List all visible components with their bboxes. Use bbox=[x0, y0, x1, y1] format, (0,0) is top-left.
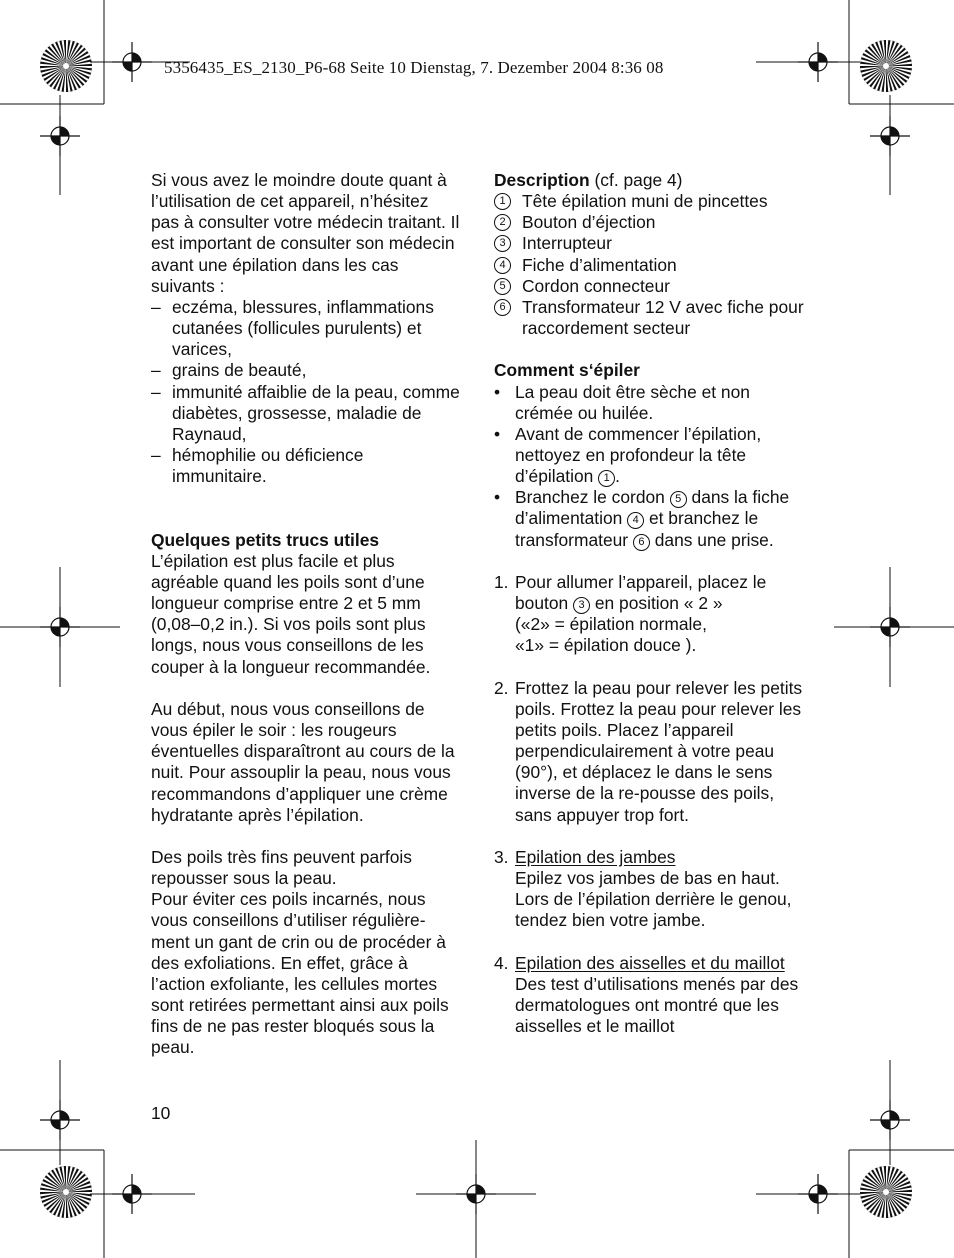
page-number: 10 bbox=[151, 1103, 171, 1123]
list-item: – hémophilie ou déficience immunitaire. bbox=[151, 445, 364, 487]
step-title: Epilation des aisselles et du maillot bbox=[515, 952, 785, 973]
list-item: 3 Interrupteur bbox=[494, 233, 804, 254]
number-circle-icon: 5 bbox=[670, 491, 687, 508]
tips-paragraph: Pour éviter ces poils incarnés, nous vous conseillons d’utiliser régulière-ment un gant de crin ou de procéder à des exfoliations. En effet, grâce à l’action exfoliante, les cellules mortes sont retirées permettant ainsi aux poils fins de ne pas rester bloqués sous la peau. bbox=[151, 889, 449, 1058]
number-circle-icon: 1 bbox=[494, 193, 511, 210]
print-header: 5356435_ES_2130_P6-68 Seite 10 Dienstag, 7. Dezember 2004 8:36 08 bbox=[164, 58, 664, 77]
tips-paragraph: Au début, nous vous conseillons de vous épiler le soir : les rougeurs éventuelles disparaîtront au cours de la nuit. Pour assouplir la peau, nous vous recommandons d’appliquer une crème hydratante après l’épilation. bbox=[151, 698, 455, 825]
step-item: 1. Pour allumer l’appareil, placez le bouton 3 en position « 2 » («2» = épilation normale, «1» = épilation douce ). bbox=[494, 571, 767, 656]
tips-paragraph: Des poils très fins peuvent parfois repousser sous la peau. bbox=[151, 846, 412, 889]
description-heading: Description (cf. page 4) bbox=[494, 170, 683, 190]
right-column bbox=[494, 170, 804, 1037]
number-circle-icon: 3 bbox=[573, 597, 590, 614]
number-circle-icon: 2 bbox=[494, 214, 511, 231]
list-item: – immunité affaiblie de la peau, comme diabètes, grossesse, maladie de Raynaud, bbox=[151, 381, 460, 444]
number-circle-icon: 1 bbox=[598, 470, 615, 487]
intro-paragraph: Si vous avez le moindre doute quant à l’utilisation de cet appareil, n’hésitez pas à consulter votre médecin traitant. Il est important de consulter son médecin avant une épilation dans les cas suivants : bbox=[151, 170, 460, 296]
list-item: 1 Tête épilation muni de pincettes bbox=[494, 191, 804, 212]
list-item: • La peau doit être sèche et non crémée ou huilée. bbox=[494, 381, 750, 423]
step-item: 4. Epilation des aisselles et du maillot Des test d’utilisations menés par des dermatologues ont montré que les aisselles et le maillot bbox=[494, 952, 799, 1037]
parts-list bbox=[494, 191, 804, 339]
list-item: – eczéma, blessures, inflammations cutanées (follicules purulents) et varices, bbox=[151, 296, 434, 360]
list-item: • Avant de commencer l’épilation, nettoyez en profondeur la tête d’épilation 1 . bbox=[494, 423, 762, 487]
list-item: 2 Bouton d’éjection bbox=[494, 212, 804, 233]
list-item: 6 Transformateur 12 V avec fiche pour raccordement secteur bbox=[494, 297, 804, 339]
number-circle-icon: 6 bbox=[633, 534, 650, 551]
number-circle-icon: 6 bbox=[494, 299, 511, 316]
step-title: Epilation des jambes bbox=[515, 846, 676, 867]
tips-heading: Quelques petits trucs utiles bbox=[151, 529, 380, 550]
number-circle-icon: 5 bbox=[494, 278, 511, 295]
step-item: 3. Epilation des jambes Epilez vos jambes de bas en haut. Lors de l’épilation derrière le genou, tendez bien votre jambe. bbox=[494, 846, 792, 931]
number-circle-icon: 3 bbox=[494, 235, 511, 252]
number-circle-icon: 4 bbox=[627, 512, 644, 529]
number-circle-icon: 4 bbox=[494, 257, 511, 274]
list-item: 4 Fiche d’alimentation bbox=[494, 255, 804, 276]
list-item: • Branchez le cordon 5 dans la fiche d’alimentation 4 et branchez le transformateur 6 dans une prise. bbox=[494, 487, 790, 550]
left-column bbox=[151, 170, 461, 1059]
tips-paragraph: L’épilation est plus facile et plus agréable quand les poils sont d’une longueur comprise entre 2 et 5 mm (0,08–0,2 in.). Si vos poils sont plus longs, nous vous conseillons de les couper à la longueur recommandée. bbox=[151, 550, 431, 677]
conditions-list bbox=[151, 297, 461, 487]
step-item: 2. Frottez la peau pour relever les petits poils. Frottez la peau pour relever les petits poils. Placez l’appareil perpendiculairement à votre peau (90°), et déplacez le dans le sens inverse de la re-pousse des poils, sans appuyer trop fort. bbox=[494, 677, 803, 825]
list-item: 5 Cordon connecteur bbox=[494, 276, 804, 297]
how-to-heading: Comment s‘épiler bbox=[494, 360, 640, 381]
list-item: – grains de beauté, bbox=[151, 360, 307, 381]
